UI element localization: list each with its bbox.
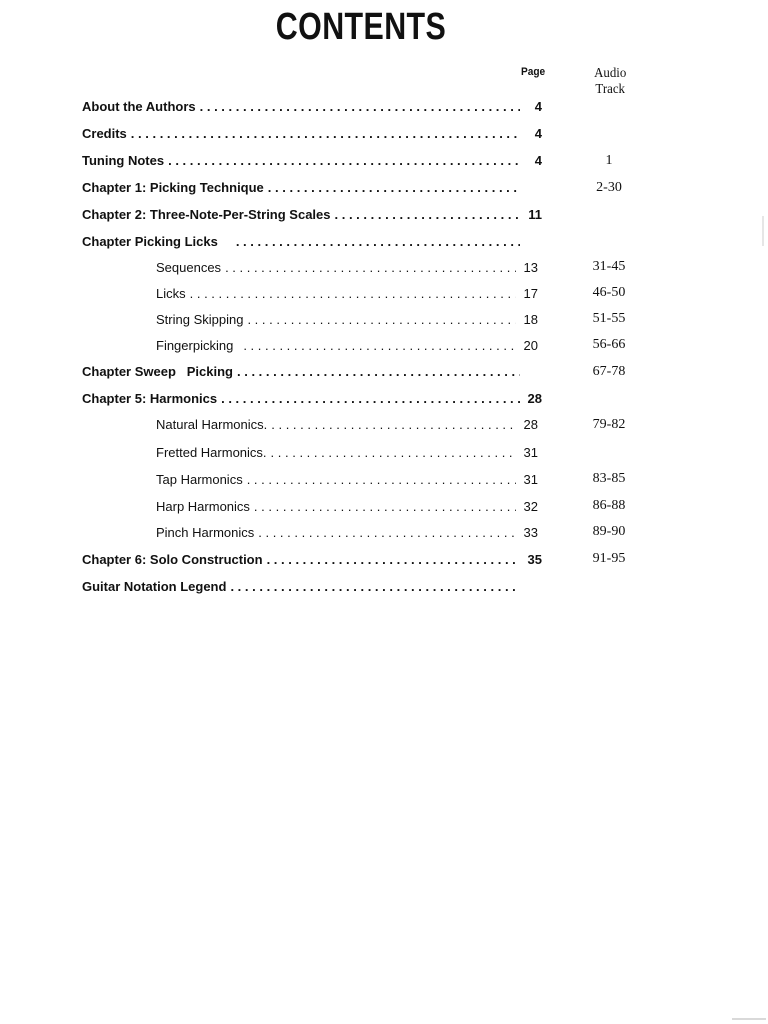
dot-leader: [164, 152, 520, 170]
toc-entry-tuning-notes[interactable]: [82, 152, 542, 170]
dot-leader: [264, 179, 520, 197]
entry-audio-track: 56-66: [592, 337, 626, 352]
toc-entry-chapter-2[interactable]: [82, 206, 542, 224]
entry-label: Natural Harmonics.: [156, 417, 268, 432]
toc-entry-guitar-notation-legend[interactable]: [82, 578, 542, 596]
entry-label: Chapter Picking Licks: [82, 234, 218, 249]
entry-label: Tap Harmonics: [156, 472, 243, 487]
dot-leader: [217, 390, 520, 408]
toc-entry-licks[interactable]: [156, 285, 538, 303]
entry-label: Chapter Sweep Picking: [82, 364, 233, 379]
toc-entry-harp-harmonics[interactable]: [156, 498, 538, 516]
entry-label: Chapter 1: Picking Technique: [82, 180, 264, 195]
entry-label: Fretted Harmonics.: [156, 445, 267, 460]
audio-track-column-header: Audio Track: [594, 66, 627, 97]
dot-leader: [243, 471, 516, 489]
toc-entry-tap-harmonics[interactable]: [156, 471, 538, 489]
entry-audio-track: 67-78: [592, 364, 626, 379]
entry-page: 28: [523, 417, 538, 432]
dot-leader: [226, 578, 520, 596]
entry-label: Licks: [156, 286, 186, 301]
entry-audio-track: 79-82: [592, 417, 626, 432]
dot-leader: [254, 524, 516, 542]
entry-page: 4: [534, 99, 542, 114]
entry-audio-track: 46-50: [592, 285, 626, 300]
entry-label: Tuning Notes: [82, 153, 165, 168]
scan-corner-mark: [732, 1018, 766, 1020]
dot-leader: [186, 285, 516, 303]
toc-entry-chapter-1[interactable]: [82, 179, 542, 197]
entry-page: 18: [523, 312, 538, 327]
toc-entry-natural-harmonics[interactable]: [156, 416, 538, 434]
entry-audio-track: 31-45: [592, 259, 626, 274]
entry-page: 11: [528, 207, 542, 222]
dot-leader: [250, 498, 516, 516]
entry-page: 33: [523, 525, 538, 540]
dot-leader: [243, 311, 516, 329]
dot-leader: [196, 98, 520, 116]
entry-audio-track: 1: [605, 153, 613, 168]
dot-leader: [263, 551, 520, 569]
entry-audio-track: 51-55: [592, 311, 626, 326]
entry-page: 28: [527, 391, 542, 406]
entry-label: Guitar Notation Legend: [82, 579, 227, 594]
dot-leader: [267, 416, 516, 434]
scan-edge-mark: [762, 216, 764, 246]
page-column-header: Page: [521, 66, 546, 78]
toc-entry-chapter-6[interactable]: [82, 551, 542, 569]
entry-page: 4: [534, 153, 542, 168]
entry-audio-track: 89-90: [592, 524, 626, 539]
entry-page: 31: [523, 472, 538, 487]
entry-page: 17: [523, 286, 538, 301]
entry-page: 4: [534, 126, 542, 141]
entry-audio-track: 91-95: [592, 551, 626, 566]
entry-audio-track: 2-30: [596, 180, 622, 195]
entry-label: About the Authors: [82, 99, 196, 114]
toc-entry-about-the-authors[interactable]: [82, 98, 542, 116]
entry-label: Chapter 5: Harmonics: [82, 391, 218, 406]
entry-label: Pinch Harmonics: [156, 525, 255, 540]
entry-audio-track: 83-85: [592, 471, 626, 486]
entry-audio-track: 86-88: [592, 498, 626, 513]
entry-page: 20: [523, 338, 538, 353]
entry-page: 32: [523, 499, 538, 514]
entry-label: Credits: [82, 126, 127, 141]
entry-label: Sequences: [156, 260, 222, 275]
dot-leader: [233, 337, 516, 355]
dot-leader: [331, 206, 520, 224]
dot-leader: [221, 259, 516, 277]
toc-entry-credits[interactable]: [82, 125, 542, 143]
dot-leader: [127, 125, 520, 143]
entry-page: 31: [523, 445, 538, 460]
entry-label: Harp Harmonics: [156, 499, 250, 514]
dot-leader: [218, 233, 520, 251]
toc-entry-sequences[interactable]: [156, 259, 538, 277]
entry-label: Chapter 2: Three-Note-Per-String Scales: [82, 207, 331, 222]
toc-entry-pinch-harmonics[interactable]: [156, 524, 538, 542]
toc-entry-fretted-harmonics[interactable]: [156, 444, 538, 462]
toc-entry-string-skipping[interactable]: [156, 311, 538, 329]
entry-label: Chapter 6: Solo Construction: [82, 552, 263, 567]
page-title: CONTENTS: [275, 6, 447, 48]
dot-leader: [267, 444, 516, 462]
entry-label: String Skipping: [156, 312, 244, 327]
toc-entry-chapter-sweep-picking[interactable]: [82, 363, 542, 381]
toc-entry-fingerpicking[interactable]: [156, 337, 538, 355]
dot-leader: [233, 363, 520, 381]
toc-entry-chapter-5[interactable]: [82, 390, 542, 408]
entry-page: 13: [523, 260, 538, 275]
entry-page: 35: [527, 552, 542, 567]
toc-entry-chapter-picking-licks[interactable]: [82, 233, 542, 251]
entry-label: Fingerpicking: [156, 338, 234, 353]
